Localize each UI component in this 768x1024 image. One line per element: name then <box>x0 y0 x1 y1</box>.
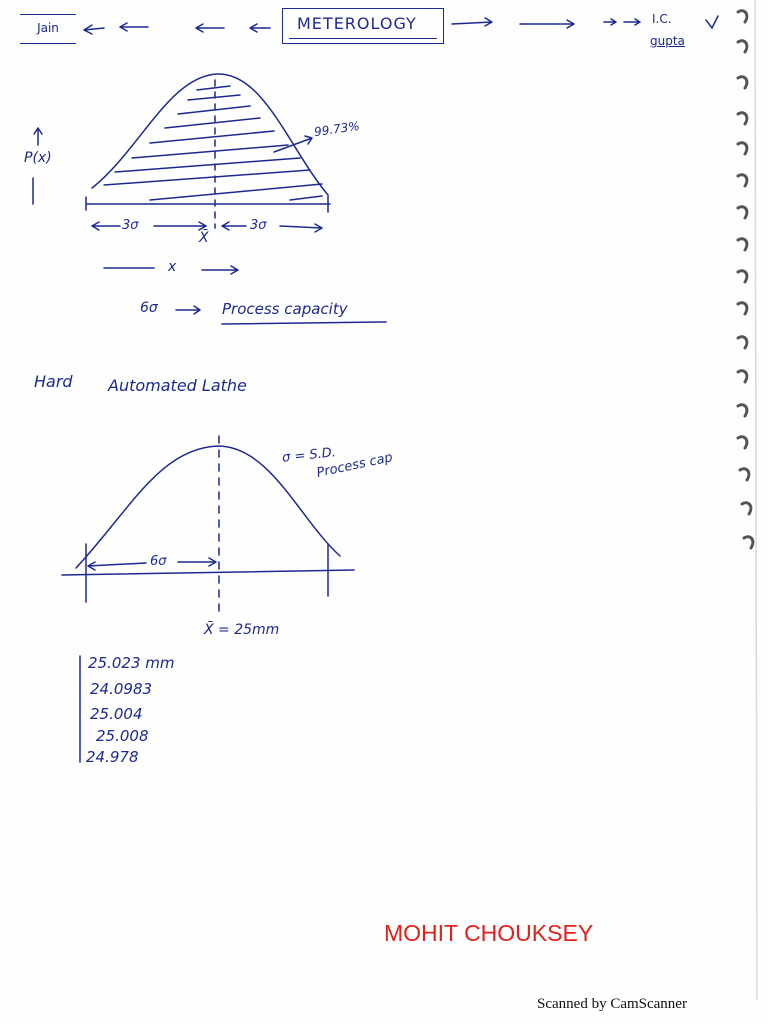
reference-gupta-label: gupta <box>650 34 685 48</box>
capacity-underline <box>222 322 386 324</box>
page-title-text: METEROLOGY <box>297 14 417 33</box>
reference-jain <box>20 14 76 44</box>
reading-3: 25.004 <box>90 705 143 723</box>
reading-5: 24.978 <box>86 748 139 766</box>
page-title <box>282 8 444 44</box>
diagram1-ylabel: P(x) <box>24 150 52 166</box>
reference-ic-label: I.C. <box>652 12 672 26</box>
diagram1-y-arrow <box>33 128 42 204</box>
diagram1-right-span-arrow <box>222 222 322 232</box>
diagram1-left-span-label: 3σ <box>122 218 139 233</box>
scanner-watermark: Scanned by CamScanner <box>537 996 687 1012</box>
diagram2-sigma-note-1: σ = S.D. <box>281 445 337 466</box>
capacity-sigma-label: 6σ <box>140 300 158 316</box>
reading-2: 24.0983 <box>90 680 153 698</box>
diagram1-baseline <box>86 196 330 212</box>
capacity-arrow <box>176 306 200 314</box>
diagram1-percent-label: 99.73% <box>313 118 361 140</box>
heading-automated-lathe: Automated Lathe <box>108 376 247 395</box>
reference-jain-label: Jain <box>37 21 59 35</box>
reading-4: 25.008 <box>96 727 149 745</box>
diagram2-bell-curve <box>76 446 340 568</box>
title-underline <box>289 38 437 39</box>
reference-ic-gupta <box>644 12 704 58</box>
reading-1: 25.023 mm <box>88 654 175 672</box>
diagram1-mean-label: X̄ <box>199 230 209 246</box>
spiral-binding <box>738 11 753 548</box>
header-arrows-left <box>84 23 270 34</box>
diagram2-span-label: 6σ <box>150 554 167 569</box>
author-name: MOHIT CHOUKSEY <box>384 920 594 946</box>
diagram1-hatching <box>104 86 322 200</box>
heading-hard: Hard <box>34 372 73 391</box>
diagram2-baseline <box>62 570 354 575</box>
diagram2-mean-label: X̄ = 25mm <box>204 622 280 638</box>
diagram1-right-span-label: 3σ <box>250 218 267 233</box>
diagram1-x-arrow-right <box>202 266 238 274</box>
diagram2-sigma-note-2: Process cap <box>315 450 395 481</box>
diagram1-left-span-arrow <box>92 222 206 230</box>
diagram1-x-label: x <box>168 259 177 275</box>
page-right-edge <box>755 0 757 1000</box>
process-capacity-label: Process capacity <box>222 300 348 318</box>
